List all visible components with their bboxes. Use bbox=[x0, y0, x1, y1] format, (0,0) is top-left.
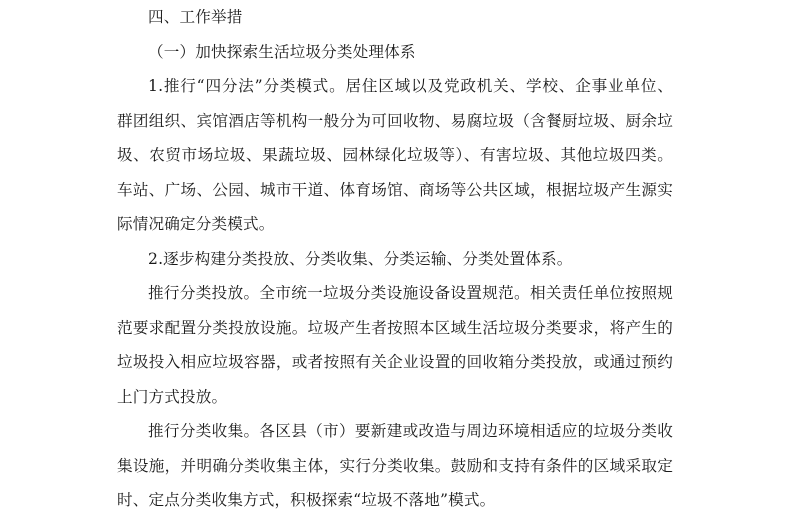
paragraph-4-line-2: 集设施，并明确分类收集主体，实行分类收集。鼓励和支持有条件的区域采取定 bbox=[117, 456, 673, 475]
paragraph-3-line-3: 垃圾投入相应垃圾容器，或者按照有关企业设置的回收箱分类投放，或通过预约 bbox=[117, 353, 673, 371]
paragraph-2-line-1: 2.逐步构建分类投放、分类收集、分类运输、分类处置体系。 bbox=[148, 249, 573, 268]
section-heading: 四、工作举措 bbox=[148, 8, 243, 26]
document-page bbox=[117, 0, 673, 518]
paragraph-1-line-3: 圾、农贸市场垃圾、果蔬垃圾、园林绿化垃圾等）、有害垃圾、其他垃圾四类。 bbox=[117, 146, 673, 164]
paragraph-4-line-3: 时、定点分类收集方式，积极探索“垃圾不落地”模式。 bbox=[117, 491, 496, 509]
paragraph-3-line-1: 推行分类投放。全市统一垃圾分类设施设备设置规范。相关责任单位按照规 bbox=[148, 284, 673, 302]
paragraph-3-line-4: 上门方式投放。 bbox=[117, 387, 228, 406]
paragraph-3-line-2: 范要求配置分类投放设施。垃圾产生者按照本区域生活垃圾分类要求，将产生的 bbox=[117, 318, 673, 337]
paragraph-4-line-1: 推行分类收集。各区县（市）要新建或改造与周边环境相适应的垃圾分类收 bbox=[148, 422, 673, 440]
paragraph-1-line-4: 车站、广场、公园、城市干道、体育场馆、商场等公共区域，根据垃圾产生源实 bbox=[117, 180, 673, 199]
paragraph-1-line-2: 群团组织、宾馆酒店等机构一般分为可回收物、易腐垃圾（含餐厨垃圾、厨余垃 bbox=[117, 111, 673, 130]
paragraph-1-line-1: 1.推行“四分法”分类模式。居住区域以及党政机关、学校、企事业单位、 bbox=[148, 77, 673, 95]
paragraph-1-line-5: 际情况确定分类模式。 bbox=[117, 215, 275, 233]
sub-heading: （一）加快探索生活垃圾分类处理体系 bbox=[148, 42, 416, 61]
